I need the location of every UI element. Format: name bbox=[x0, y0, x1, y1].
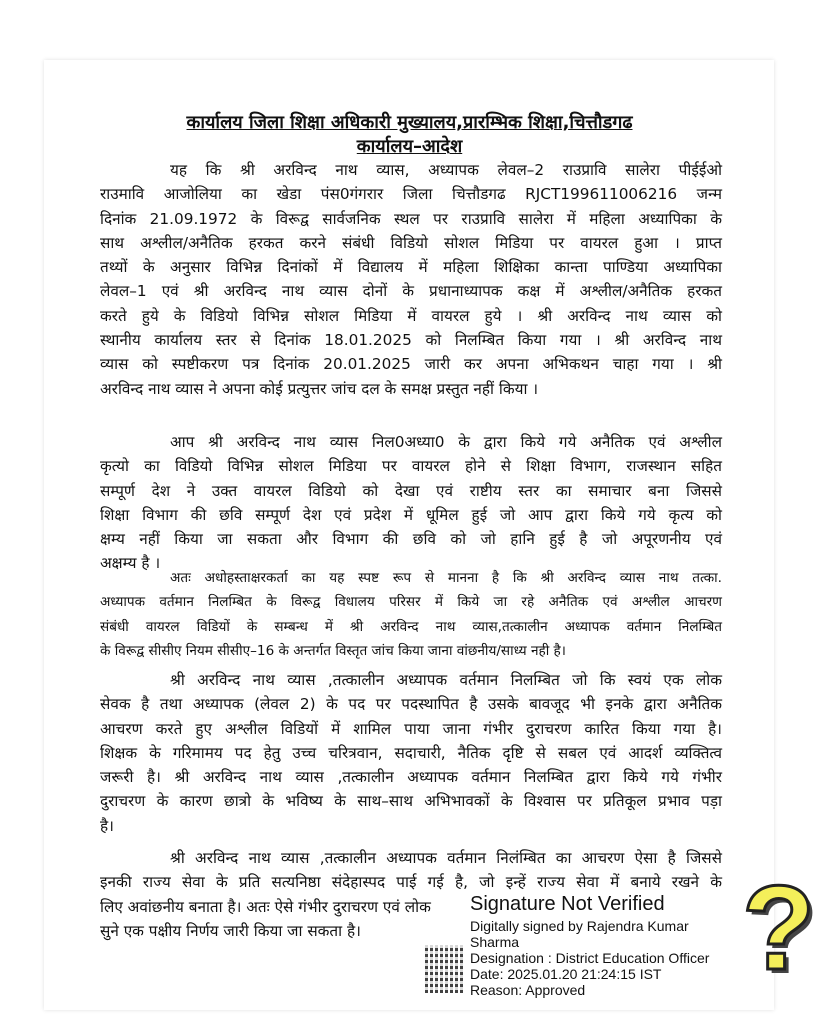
text-line: शिक्षक के गरिमामय पद हेतु उच्च चरित्रवान, सदाचारी, नैतिक दृष्टि से सबल एवं आदर्श व्यक्तित्व bbox=[100, 743, 722, 762]
signature-status: Signature Not Verified bbox=[470, 893, 665, 915]
text-line: श्री अरविन्द नाथ व्यास ,तत्कालीन अध्यापक वर्तमान निलंम्बित का आचरण ऐसा है जिससे bbox=[170, 849, 722, 867]
text-line: संबंधी वायरल विडियों के सम्बन्ध में श्री अरविन्द नाथ व्यास,तत्कालीन अध्यापक वर्तमान निलम्बित bbox=[100, 618, 722, 635]
signature-reason: Reason: Approved bbox=[470, 982, 586, 998]
text-line: इनकी राज्य सेवा के प्रति सत्यनिष्ठा संदेहास्पद पाई गई है, जो इन्हें राज्य सेवा में बनाये रखने के bbox=[100, 873, 722, 892]
text-line: अक्षम्य है । bbox=[100, 554, 161, 573]
text-line: अतः अधोहस्ताक्षरकर्ता का यह स्पष्ट रूप से मानना है कि श्री अरविन्द व्यास नाथ तत्का. bbox=[170, 570, 722, 586]
signer-designation: Designation : District Education Officer bbox=[470, 950, 710, 966]
paragraph-1 bbox=[100, 158, 722, 401]
text-line: करते हुये के विडियो विभिन्न सोशल मिडिया में वायरल हुये । श्री अरविन्द नाथ व्यास को bbox=[100, 306, 722, 325]
text-line: लेवल–1 एवं श्री अरविन्द नाथ व्यास दोनों के प्रधानाध्यापक कक्ष में अश्लील/अनैतिक हरकत bbox=[100, 282, 722, 301]
text-line: क्षम्य नहीं किया जा सकता और विभाग की छवि को जो हानि हुई है जो अपूरणनीय एवं bbox=[100, 530, 722, 549]
text-line: है। bbox=[100, 816, 114, 835]
order-title: कार्यालय–आदेश bbox=[356, 136, 463, 157]
text-line: राउमावि आजोलिया का खेडा पंस0गंगरार जिला चित्तौडगढ RJCT199611006216 जन्म bbox=[100, 185, 722, 204]
signed-by: Digitally signed by Rajendra Kumar bbox=[470, 918, 689, 934]
paragraph-2 bbox=[100, 430, 722, 576]
text-line: अध्यापक वर्तमान निलम्बित के विरूद्व विधालय परिसर में किये जा रहे अनैतिक एवं अश्लील आचरण bbox=[100, 594, 722, 611]
text-line: व्यास को स्पष्टीकरण पत्र दिनांक 20.01.2025 जारी कर अपना अभिकथन चाहा गया । श्री bbox=[100, 355, 722, 374]
text-line: कृत्यो का विडियो विभिन्न सोशल मिडिया पर वायरल होने से शिक्षा विभाग, राजस्थान सहित bbox=[100, 457, 722, 476]
text-line: तथ्यों के अनुसार विभिन्न दिनांकों में विद्यालय में महिला शिक्षिका कान्ता पाण्डिया अध्यापिका bbox=[100, 258, 722, 277]
paragraph-3 bbox=[100, 566, 722, 663]
signer-name-cont: Sharma bbox=[470, 934, 520, 950]
text-line: सेवक है तथा अध्यापक (लेवल 2) के पद पर पदस्थापित है उसके बावजूद भी इनके द्वारा अनैतिक bbox=[100, 695, 722, 714]
signature-date: Date: 2025.01.20 21:24:15 IST bbox=[470, 966, 662, 982]
paragraph-4 bbox=[100, 668, 722, 838]
text-line: दिनांक 21.09.1972 के विरूद्व सार्वजनिक स्थल पर राउप्रावि सालेरा में महिला अध्यापिका के bbox=[100, 209, 722, 228]
unverified-question-icon: ? bbox=[742, 861, 816, 995]
text-line: यह कि श्री अरविन्द नाथ व्यास, अध्यापक लेवल–2 राउप्रावि सालेरा पीईईओ bbox=[170, 161, 722, 179]
office-title: कार्यालय जिला शिक्षा अधिकारी मुख्यालय,प्रारम्भिक शिक्षा,चित्तौडगढ bbox=[186, 112, 633, 133]
text-line: आप श्री अरविन्द नाथ व्यास निल0अध्या0 के द्वारा किये गये अनैतिक एवं अश्लील bbox=[170, 433, 722, 451]
qr-code-icon bbox=[425, 945, 465, 993]
text-line: साथ अश्लील/अनैतिक हरकत करने संबंधी विडियो सोशल मिडिया पर वायरल हुआ । प्राप्त bbox=[100, 233, 722, 252]
digital-signature-block bbox=[470, 893, 740, 1003]
text-line: स्थानीय कार्यालय स्तर से दिनांक 18.01.2025 को निलम्बित किया गया । श्री अरविन्द नाथ bbox=[100, 331, 722, 350]
text-line: आचरण करते हुए अश्लील विडियों में शामिल पाया जाना गंभीर दुराचरण कारित किया गया है। bbox=[100, 719, 722, 738]
text-line: के विरूद्व सीसीए नियम सीसीए–16 के अन्तर्गत विस्तृत जांच किया जाना वांछनीय/साध्य नही है। bbox=[100, 642, 566, 659]
text-line: श्री अरविन्द नाथ व्यास ,तत्कालीन अध्यापक वर्तमान निलम्बित जो कि स्वयं एक लोक bbox=[170, 671, 722, 689]
text-line: शिक्षा विभाग की छवि सम्पूर्ण देश एवं प्रदेश में धूमिल हुई जो आप द्वारा किये गये कृत्य को bbox=[100, 505, 722, 524]
text-line: दुराचरण के कारण छात्रो के भविष्य के साथ–साथ अभिभावकों के विश्वास पर प्रतिकूल प्रभाव पड़ा bbox=[100, 792, 722, 811]
text-line: सुने एक पक्षीय निर्णय जारी किया जा सकता है। bbox=[100, 921, 361, 940]
text-line: जरूरी है। श्री अरविन्द नाथ व्यास ,तत्कालीन अध्यापक वर्तमान निलम्बित द्वारा किये गये गंभीर bbox=[100, 768, 722, 787]
text-line: लिए अवांछनीय बनाता है। अतः ऐसे गंभीर दुराचरण एवं लोक bbox=[100, 897, 431, 916]
text-line: अरविन्द नाथ व्यास ने अपना कोई प्रत्युत्तर जांच दल के समक्ष प्रस्तुत नहीं किया । bbox=[100, 379, 539, 398]
text-line: सम्पूर्ण देश ने उक्त वायरल विडियो को देखा एवं राष्टीय स्तर का समाचार बना जिससे bbox=[100, 481, 722, 500]
